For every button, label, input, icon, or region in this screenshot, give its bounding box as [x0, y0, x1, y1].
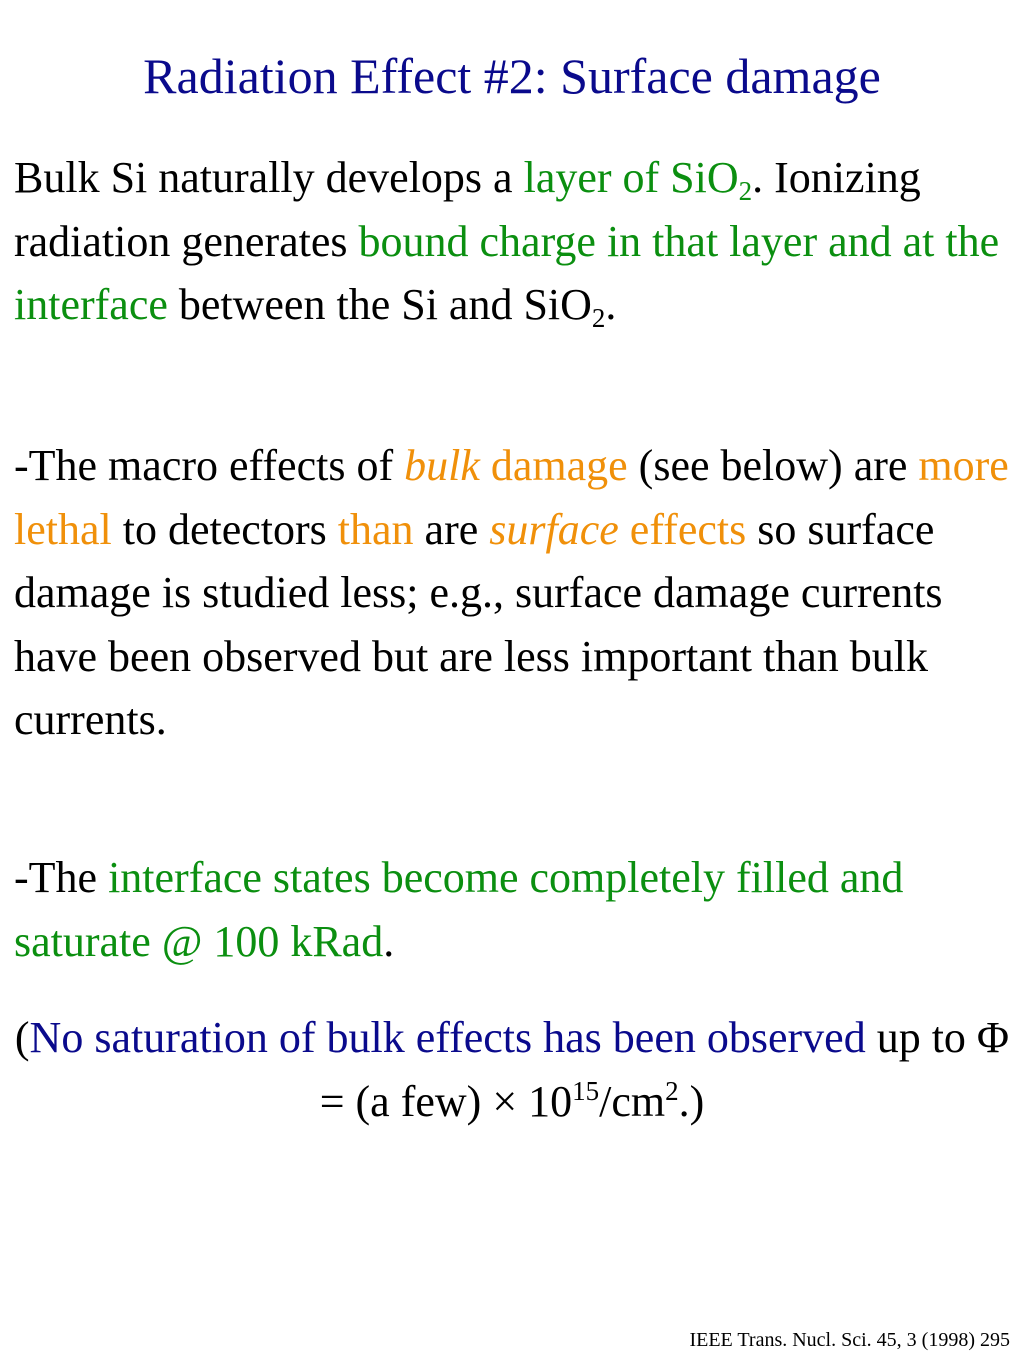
p2-highlight-surface-italic: surface	[489, 504, 619, 554]
citation: IEEE Trans. Nucl. Sci. 45, 3 (1998) 295	[689, 1329, 1010, 1351]
p1-subscript-2b: 2	[591, 303, 606, 333]
note-highlight: No saturation of bulk effects has been observed	[29, 1013, 866, 1062]
p2-text-4: are	[413, 504, 490, 554]
note-text-2: /cm	[599, 1076, 666, 1126]
p2-highlight-than: than	[337, 504, 414, 554]
p3-text-1: -The	[14, 853, 109, 902]
note-superscript-15: 15	[572, 1075, 600, 1106]
p2-text-5: so surface damage is studied less; e.g., surface damage currents have been observed but are less important than bulk currents.	[14, 504, 943, 744]
p1-text-2: . Ionizing radiation generates	[14, 153, 921, 266]
p2-highlight-bulk-italic: bulk	[404, 441, 480, 490]
note-text-1: up to Φ = (a few) × 10	[319, 1013, 1010, 1126]
note-open-paren: (	[14, 1013, 30, 1062]
p2-text-2: (see below) are	[627, 441, 919, 490]
paragraph-interface-states	[14, 846, 1014, 973]
p3-highlight-saturation: interface states become completely filled and saturate @ 100 kRad	[14, 853, 904, 966]
p1-highlight-sio2-layer	[523, 153, 753, 206]
p1-text-1: Bulk Si naturally develops a	[14, 153, 524, 202]
p3-text-2: .	[383, 916, 395, 966]
paragraph-macro-effects	[14, 434, 1014, 752]
p1-highlight-text: layer of SiO	[523, 153, 739, 202]
p1-highlight-bound-charge: bound charge in that layer and at the interface	[14, 216, 1000, 329]
note-text-3: .)	[678, 1076, 705, 1126]
p2-text-3: to detectors	[111, 504, 338, 554]
p2-highlight-damage: damage	[479, 441, 628, 490]
p2-text-1: -The macro effects of	[14, 441, 405, 490]
slide-title: Radiation Effect #2: Surface damage	[143, 48, 881, 104]
paragraph-sio2-layer	[14, 146, 1014, 337]
p2-highlight-effects: effects	[618, 504, 747, 554]
note-no-saturation	[0, 1006, 1024, 1133]
p1-text-3: between the Si and SiO	[167, 280, 592, 329]
p1-subscript-2: 2	[738, 176, 753, 206]
p2-highlight-more-lethal: more lethal	[14, 441, 1009, 554]
note-superscript-2: 2	[665, 1075, 679, 1106]
p1-text-4: .	[605, 280, 617, 329]
